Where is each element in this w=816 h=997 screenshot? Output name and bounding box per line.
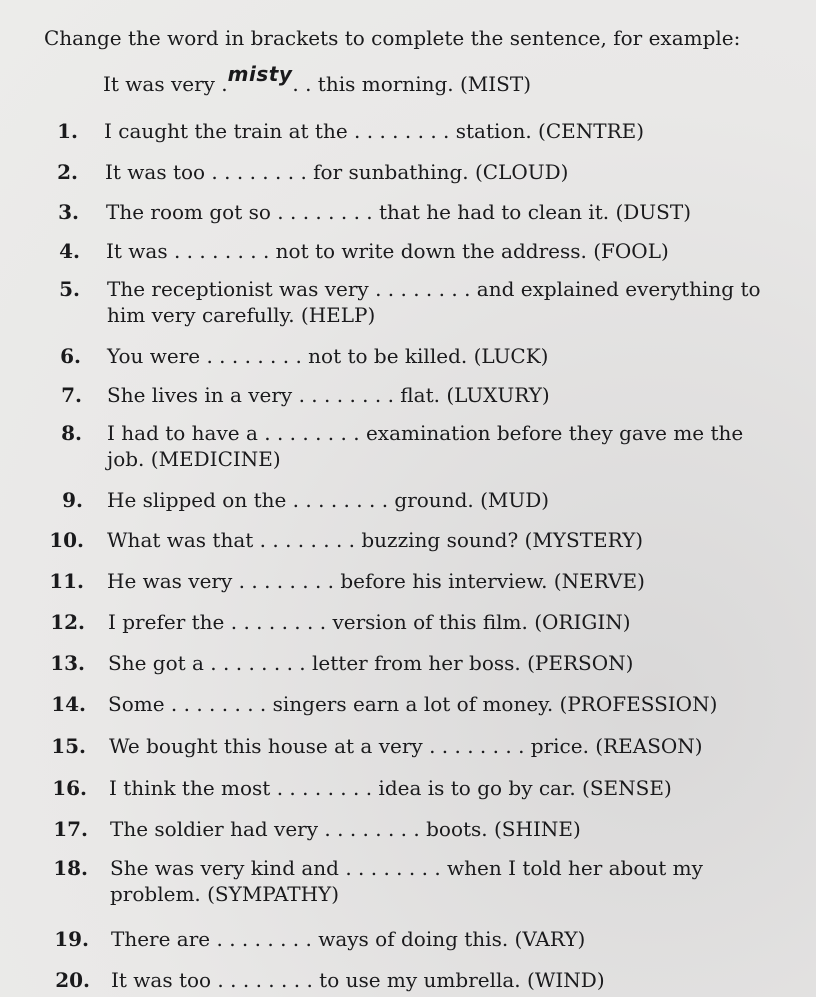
item-number: 14. [51,692,86,716]
item-number: 19. [54,927,89,951]
item-sentence-continuation: him very carefully. (HELP) [107,303,376,327]
item-sentence-line: I had to have a . . . . . . . . examination before they gave me the [107,421,744,445]
item-sentence [107,527,643,553]
item-sentence-line: It was too . . . . . . . . to use my umbrella. (WIND) [111,968,605,992]
item-sentence [107,487,549,513]
item-sentence [111,967,605,993]
item-sentence-line: He slipped on the . . . . . . . . ground. (MUD) [107,488,550,512]
item-sentence [108,609,631,635]
item-sentence-line: I caught the train at the . . . . . . . . station. (CENTRE) [104,119,645,143]
item-number: 8. [61,421,82,445]
item-number: 15. [51,734,86,758]
item-number: 1. [57,119,78,143]
item-sentence [108,691,717,717]
item-number: 2. [57,160,78,184]
example-handwritten-answer: misty [227,62,293,86]
item-sentence [107,420,743,472]
item-sentence-line: It was . . . . . . . . not to write down the address. (FOOL) [106,239,669,263]
item-sentence [108,650,633,676]
item-sentence-line: We bought this house at a very . . . . . . . . price. (REASON) [109,734,703,758]
item-number: 3. [58,200,79,224]
item-number: 12. [50,610,85,634]
item-sentence [110,816,581,842]
item-sentence-line: He was very . . . . . . . . before his interview. (NERVE) [107,569,645,593]
item-sentence [110,855,703,907]
item-sentence-continuation: problem. (SYMPATHY) [110,882,340,906]
example-after: . . this morning. (MIST) [292,72,532,96]
item-number: 7. [61,383,82,407]
item-sentence-line: She was very kind and . . . . . . . . when I told her about my [110,856,703,880]
item-sentence-line: There are . . . . . . . . ways of doing this. (VARY) [111,927,586,951]
item-sentence-line: It was too . . . . . . . . for sunbathing. (CLOUD) [105,160,569,184]
item-sentence-line: I think the most . . . . . . . . idea is to go by car. (SENSE) [109,776,672,800]
item-sentence [111,926,585,952]
item-sentence [107,382,550,408]
item-sentence-line: What was that . . . . . . . . buzzing sound? (MYSTERY) [107,528,644,552]
item-number: 20. [55,968,90,992]
item-sentence [109,775,672,801]
item-sentence [106,238,669,264]
item-sentence-line: The room got so . . . . . . . . that he had to clean it. (DUST) [106,200,691,224]
item-sentence-line: You were . . . . . . . . not to be killed. (LUCK) [107,344,549,368]
item-sentence-line: She lives in a very . . . . . . . . flat. (LUXURY) [107,383,550,407]
item-sentence-line: I prefer the . . . . . . . . version of this film. (ORIGIN) [108,610,631,634]
item-sentence-line: Some . . . . . . . . singers earn a lot of money. (PROFESSION) [108,692,718,716]
item-number: 11. [49,569,84,593]
item-number: 18. [53,856,88,880]
item-number: 13. [50,651,85,675]
item-number: 16. [52,776,87,800]
item-number: 10. [49,528,84,552]
item-sentence [104,118,644,144]
item-sentence-line: The soldier had very . . . . . . . . boots. (SHINE) [110,817,581,841]
item-sentence-line: The receptionist was very . . . . . . . . and explained everything to [107,277,761,301]
example-before: It was very . [103,72,228,96]
example-sentence [103,62,532,98]
item-sentence-continuation: job. (MEDICINE) [107,447,281,471]
item-sentence [105,159,568,185]
instruction-text: Change the word in brackets to complete the sentence, for example: [44,26,741,50]
item-number: 6. [60,344,81,368]
item-number: 5. [59,277,80,301]
item-sentence-line: She got a . . . . . . . . letter from her boss. (PERSON) [108,651,634,675]
item-sentence [107,276,761,328]
item-number: 17. [53,817,88,841]
item-number: 4. [59,239,80,263]
item-sentence [106,199,691,225]
item-number: 9. [62,488,83,512]
item-sentence [107,343,548,369]
item-sentence [107,568,645,594]
item-sentence [109,733,703,759]
